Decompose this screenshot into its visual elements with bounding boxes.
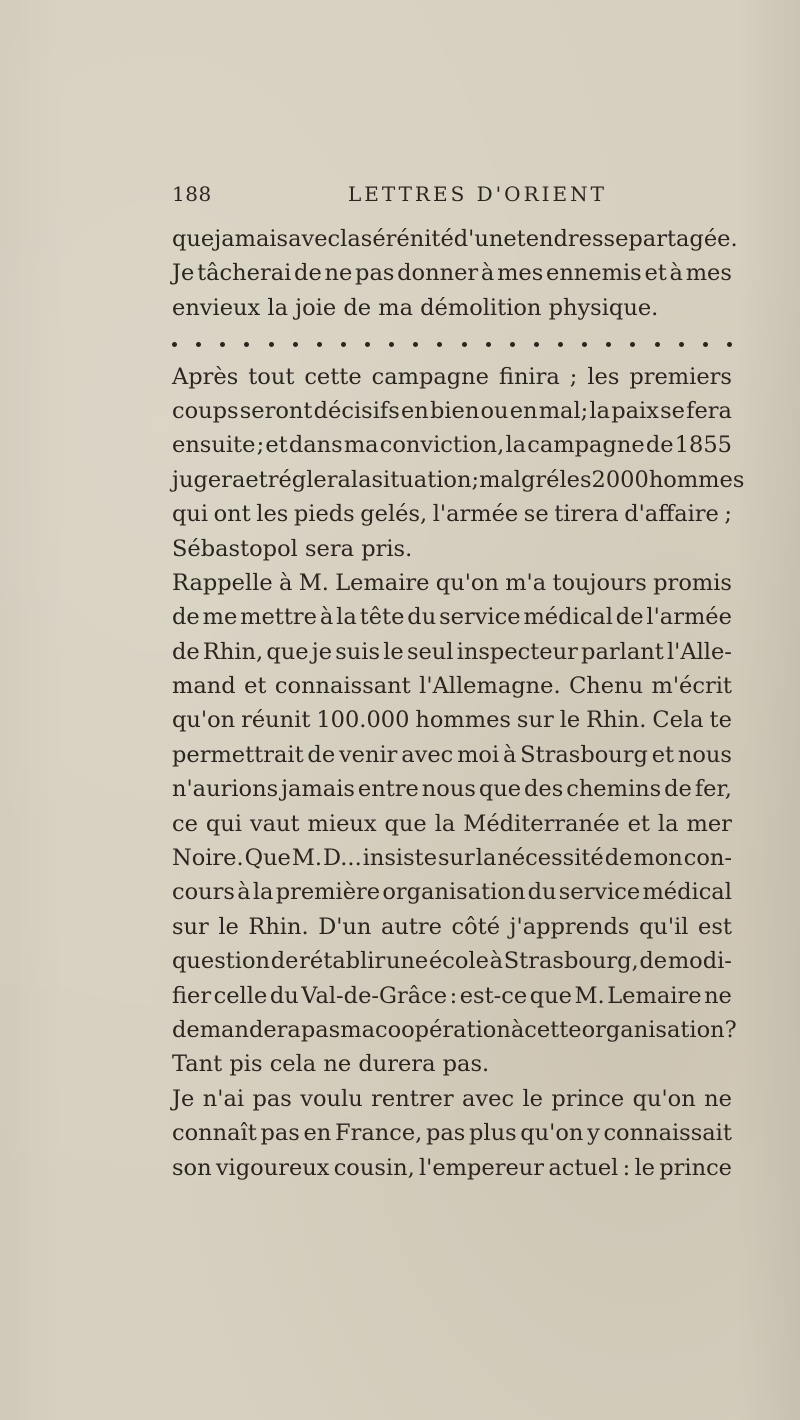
word: fera [686, 397, 732, 424]
word: à [237, 879, 251, 906]
word: M. [574, 982, 605, 1009]
word: de [343, 294, 372, 321]
word: qu'on [435, 569, 499, 596]
word: hommes [415, 707, 511, 734]
word: cours [172, 879, 235, 906]
text-line [172, 1013, 737, 1047]
word: se [523, 501, 549, 528]
word: et [265, 432, 288, 459]
word: envieux [172, 294, 261, 321]
word: mal; [538, 397, 589, 424]
word: que [529, 982, 572, 1009]
word: de [172, 638, 200, 665]
word: celle [213, 982, 268, 1009]
text-line [172, 944, 732, 978]
word: en [509, 397, 538, 424]
word: ne [324, 260, 353, 287]
word: D... [323, 845, 362, 872]
word: vigoureux [215, 1154, 330, 1181]
word: de [172, 604, 200, 631]
word: pas [355, 260, 395, 287]
word: cette [524, 1016, 582, 1043]
word: à [489, 948, 504, 975]
word: malgré [479, 466, 560, 493]
word: finira [498, 363, 560, 390]
word: fer, [694, 776, 732, 803]
word: modi- [667, 948, 732, 975]
word: pas [300, 1016, 341, 1043]
word: paix [611, 397, 659, 424]
text-line [172, 910, 732, 944]
word: pas [425, 1120, 466, 1147]
separator-dot [341, 342, 346, 347]
text-line [172, 600, 732, 634]
word: les [256, 501, 289, 528]
word: : [622, 1154, 631, 1181]
word: j'apprends [509, 913, 630, 940]
word: de [639, 948, 668, 975]
separator-dot [293, 342, 298, 347]
word: ne [704, 982, 732, 1009]
word: vaut [249, 810, 300, 837]
word: durera [358, 1051, 436, 1078]
word: réglera [267, 466, 351, 493]
word: le [559, 707, 581, 734]
word: insiste [362, 845, 438, 872]
separator-dot [196, 342, 201, 347]
text-line [172, 875, 732, 909]
word: se [660, 397, 685, 424]
text-line [172, 291, 732, 325]
word: n'aurions [172, 776, 279, 803]
word: 2000 [591, 466, 649, 493]
word: joie [295, 294, 337, 321]
word: cette [304, 363, 362, 390]
word: y [587, 1120, 600, 1147]
separator-dot [655, 342, 660, 347]
text-line [172, 807, 732, 841]
separator-dot [558, 342, 563, 347]
word: : [449, 982, 458, 1009]
word: Que [244, 845, 291, 872]
separator-dot [244, 342, 249, 347]
word: seul [406, 638, 454, 665]
word: n'ai [202, 1085, 245, 1112]
word: Je [172, 1085, 195, 1112]
word: mand [172, 673, 236, 700]
word: inspecteur [456, 638, 578, 665]
word: premiers [629, 363, 732, 390]
separator-dot [606, 342, 611, 347]
word: la [267, 294, 288, 321]
word: service [439, 604, 521, 631]
word: médical [523, 604, 613, 631]
word: connaissant [274, 673, 411, 700]
word: la [350, 466, 372, 493]
word: à [502, 741, 517, 768]
word: cousin, [333, 1154, 415, 1181]
word: Rhin. [248, 913, 309, 940]
word: à [510, 1016, 525, 1043]
body-text [172, 222, 745, 1185]
word: Sébastopol [172, 535, 298, 562]
separator-dot [317, 342, 322, 347]
separator-dot [172, 342, 177, 347]
word: Strasbourg, [503, 948, 639, 975]
word: nécessité [497, 845, 604, 872]
word: ma [340, 1016, 375, 1043]
word: con- [683, 845, 732, 872]
word: qu'on [520, 1120, 584, 1147]
separator-dot [582, 342, 587, 347]
word: la [434, 810, 456, 837]
word: tout [248, 363, 295, 390]
word: les [587, 363, 620, 390]
word: pieds [293, 501, 355, 528]
word: de [664, 776, 692, 803]
word: médical [642, 879, 732, 906]
word: Val-de-Grâce [301, 982, 448, 1009]
word: démolition [420, 294, 542, 321]
separator-dot [389, 342, 394, 347]
word: réunit [241, 707, 311, 734]
word: et [644, 260, 667, 287]
word: entre [357, 776, 419, 803]
word: Après [172, 363, 239, 390]
word: d'une [453, 226, 517, 252]
word: qu'il [638, 913, 689, 940]
word: et [245, 466, 268, 493]
word: mettre [240, 604, 317, 631]
word: Lemaire [607, 982, 702, 1009]
separator-dot [703, 342, 708, 347]
word: la [589, 397, 611, 424]
word: de [307, 741, 336, 768]
word: ensuite [172, 432, 256, 459]
word: coopération [374, 1016, 511, 1043]
word: côté [451, 913, 501, 940]
text-line [172, 566, 732, 600]
word: ou [480, 397, 509, 424]
word: à [669, 260, 683, 287]
running-head [172, 182, 732, 212]
word: d'affaire [624, 501, 719, 528]
word: venir [338, 741, 398, 768]
word: actuel [548, 1154, 619, 1181]
word: situation [371, 466, 472, 493]
word: est-ce [459, 982, 528, 1009]
word: l'Alle- [666, 638, 732, 665]
word: mon [633, 845, 683, 872]
word: l'Allemagne. [419, 673, 561, 700]
word: Rappelle [172, 569, 273, 596]
word: ; [471, 466, 480, 493]
word: qu'on [632, 1085, 696, 1112]
page-number: 188 [172, 182, 212, 206]
word: donner [397, 260, 479, 287]
text-line [172, 532, 732, 566]
word: dans [288, 432, 343, 459]
word: ce [172, 810, 198, 837]
word: l'armée [646, 604, 732, 631]
word: le [522, 1085, 543, 1112]
word: parlant [581, 638, 664, 665]
word: rentrer [371, 1085, 454, 1112]
separator-dot [486, 342, 491, 347]
separator-dot [510, 342, 515, 347]
word: coups [172, 397, 239, 424]
word: pas [260, 1120, 300, 1147]
word: Rhin. [586, 707, 647, 734]
word: sérénité [360, 226, 454, 252]
word: Tant [172, 1051, 223, 1078]
separator-dot [269, 342, 274, 347]
word: connaissait [603, 1120, 732, 1147]
word: physique. [548, 294, 659, 321]
word: prince [659, 1154, 732, 1181]
word: ne [704, 1085, 732, 1112]
word: chemins [566, 776, 662, 803]
word: voulu [300, 1085, 363, 1112]
word: tendresse [516, 226, 629, 252]
word: et [627, 810, 650, 837]
word: ; [569, 363, 578, 390]
word: seront [239, 397, 313, 424]
word: service [558, 879, 641, 906]
word: des [524, 776, 564, 803]
word: demandera [172, 1016, 301, 1043]
word: organisation [382, 879, 526, 906]
word: qui [205, 810, 242, 837]
word: toujours [552, 569, 647, 596]
word: D'un [318, 913, 372, 940]
text-line [172, 635, 732, 669]
separator-dot [534, 342, 539, 347]
word: autre [380, 913, 442, 940]
text-line [172, 256, 732, 290]
word: bien [429, 397, 480, 424]
word: en [400, 397, 429, 424]
word: du [269, 982, 299, 1009]
word: hommes [648, 466, 745, 493]
separator-dot [679, 342, 684, 347]
word: Méditerranée [463, 810, 620, 837]
word: jugera [172, 466, 246, 493]
word: tête [359, 604, 405, 631]
text-line [172, 1082, 732, 1116]
separator-dot [727, 342, 732, 347]
word: sur [516, 707, 554, 734]
word: campagne [527, 432, 645, 459]
word: le [634, 1154, 655, 1181]
word: et [244, 673, 267, 700]
word: te [709, 707, 732, 734]
text-line [172, 841, 732, 875]
text-line [172, 222, 738, 256]
word: tirera [554, 501, 619, 528]
word: Strasbourg [520, 741, 648, 768]
word: du [527, 879, 557, 906]
word: ; [724, 501, 732, 528]
word: gelés, [360, 501, 428, 528]
word: conviction, [379, 432, 505, 459]
word: est [698, 913, 732, 940]
text-line [172, 497, 732, 531]
word: ne [323, 1051, 352, 1078]
word: Je [172, 260, 195, 287]
word: mer [686, 810, 732, 837]
word: de [270, 948, 299, 975]
word: la [336, 604, 357, 631]
word: Chenu [569, 673, 644, 700]
word: que [384, 810, 427, 837]
word: avec [288, 226, 341, 252]
word: Lemaire [335, 569, 430, 596]
word: le [383, 638, 404, 665]
word: 1855 [674, 432, 732, 459]
separator-dot [462, 342, 467, 347]
word: prince [551, 1085, 625, 1112]
word: mieux [307, 810, 377, 837]
word: pas [252, 1085, 292, 1112]
word: du [407, 604, 437, 631]
word: Cela [652, 707, 704, 734]
word: de [294, 260, 322, 287]
word: à [279, 569, 293, 596]
word: que [478, 776, 522, 803]
word: ont [213, 501, 251, 528]
word: Noire. [172, 845, 244, 872]
ellipsis-separator [172, 325, 732, 359]
separator-dot [630, 342, 635, 347]
word: école [428, 948, 489, 975]
word: je [311, 638, 333, 665]
word: France, [334, 1120, 423, 1147]
word: sur [438, 845, 475, 872]
word: partagée. [628, 226, 738, 252]
separator-dot [437, 342, 442, 347]
word: organisation [581, 1016, 725, 1043]
word: m'écrit [651, 673, 732, 700]
word: de [604, 845, 633, 872]
word: de [615, 604, 644, 631]
running-title: LETTRES D'ORIENT [348, 182, 607, 206]
word: jamais [281, 776, 355, 803]
word: qu'on [172, 707, 236, 734]
word: la [505, 432, 527, 459]
word: les [559, 466, 592, 493]
word: Rhin, [202, 638, 264, 665]
word: suis [335, 638, 381, 665]
separator-dot [220, 342, 225, 347]
word: mes [497, 260, 544, 287]
word: ; [256, 432, 265, 459]
word: l'empereur [418, 1154, 545, 1181]
word: qui [172, 501, 209, 528]
word: la [657, 810, 679, 837]
word: sur [172, 913, 209, 940]
word: 100.000 [316, 707, 410, 734]
word: nous [421, 776, 476, 803]
word: question [172, 948, 271, 975]
word: ? [724, 1016, 737, 1043]
word: moi [457, 741, 500, 768]
text-line [172, 738, 732, 772]
text-line [172, 394, 732, 428]
text-line [172, 1047, 732, 1081]
word: m'a [505, 569, 547, 596]
text-line [172, 669, 732, 703]
text-line [172, 703, 732, 737]
word: campagne [371, 363, 489, 390]
word: M. [291, 845, 323, 872]
word: l'armée [432, 501, 519, 528]
word: à [319, 604, 334, 631]
word: avec [462, 1085, 515, 1112]
word: le [218, 913, 239, 940]
word: la [475, 845, 497, 872]
text-line [172, 463, 745, 497]
text-line [172, 772, 732, 806]
word: la [252, 879, 274, 906]
word: me [202, 604, 238, 631]
word: promis [653, 569, 732, 596]
word: que [266, 638, 309, 665]
word: sera [304, 535, 355, 562]
word: plus [468, 1120, 517, 1147]
word: rétablir [299, 948, 386, 975]
text-line [172, 1116, 732, 1150]
word: la [340, 226, 361, 252]
word: et [651, 741, 675, 768]
word: ma [378, 294, 413, 321]
word: ma [343, 432, 379, 459]
word: une [385, 948, 429, 975]
word: tâcherai [197, 260, 292, 287]
word: à [480, 260, 495, 287]
word: ennemis [546, 260, 642, 287]
text-line [172, 428, 732, 462]
word: première [275, 879, 381, 906]
word: son [172, 1154, 212, 1181]
word: fier [172, 982, 212, 1009]
word: que [172, 226, 215, 252]
word: en [303, 1120, 332, 1147]
text-line [172, 1151, 732, 1185]
word: pis [229, 1051, 263, 1078]
separator-dot [413, 342, 418, 347]
word: connaît [172, 1120, 257, 1147]
text-line [172, 979, 732, 1013]
text-line [172, 360, 732, 394]
word: M. [298, 569, 329, 596]
word: de [645, 432, 674, 459]
word: pas. [442, 1051, 490, 1078]
word: décisifs [313, 397, 400, 424]
word: avec [401, 741, 454, 768]
word: permettrait [172, 741, 304, 768]
separator-dot [365, 342, 370, 347]
word: pris. [361, 535, 413, 562]
word: jamais [214, 226, 289, 252]
word: mes [685, 260, 732, 287]
word: nous [677, 741, 732, 768]
word: cela [269, 1051, 317, 1078]
